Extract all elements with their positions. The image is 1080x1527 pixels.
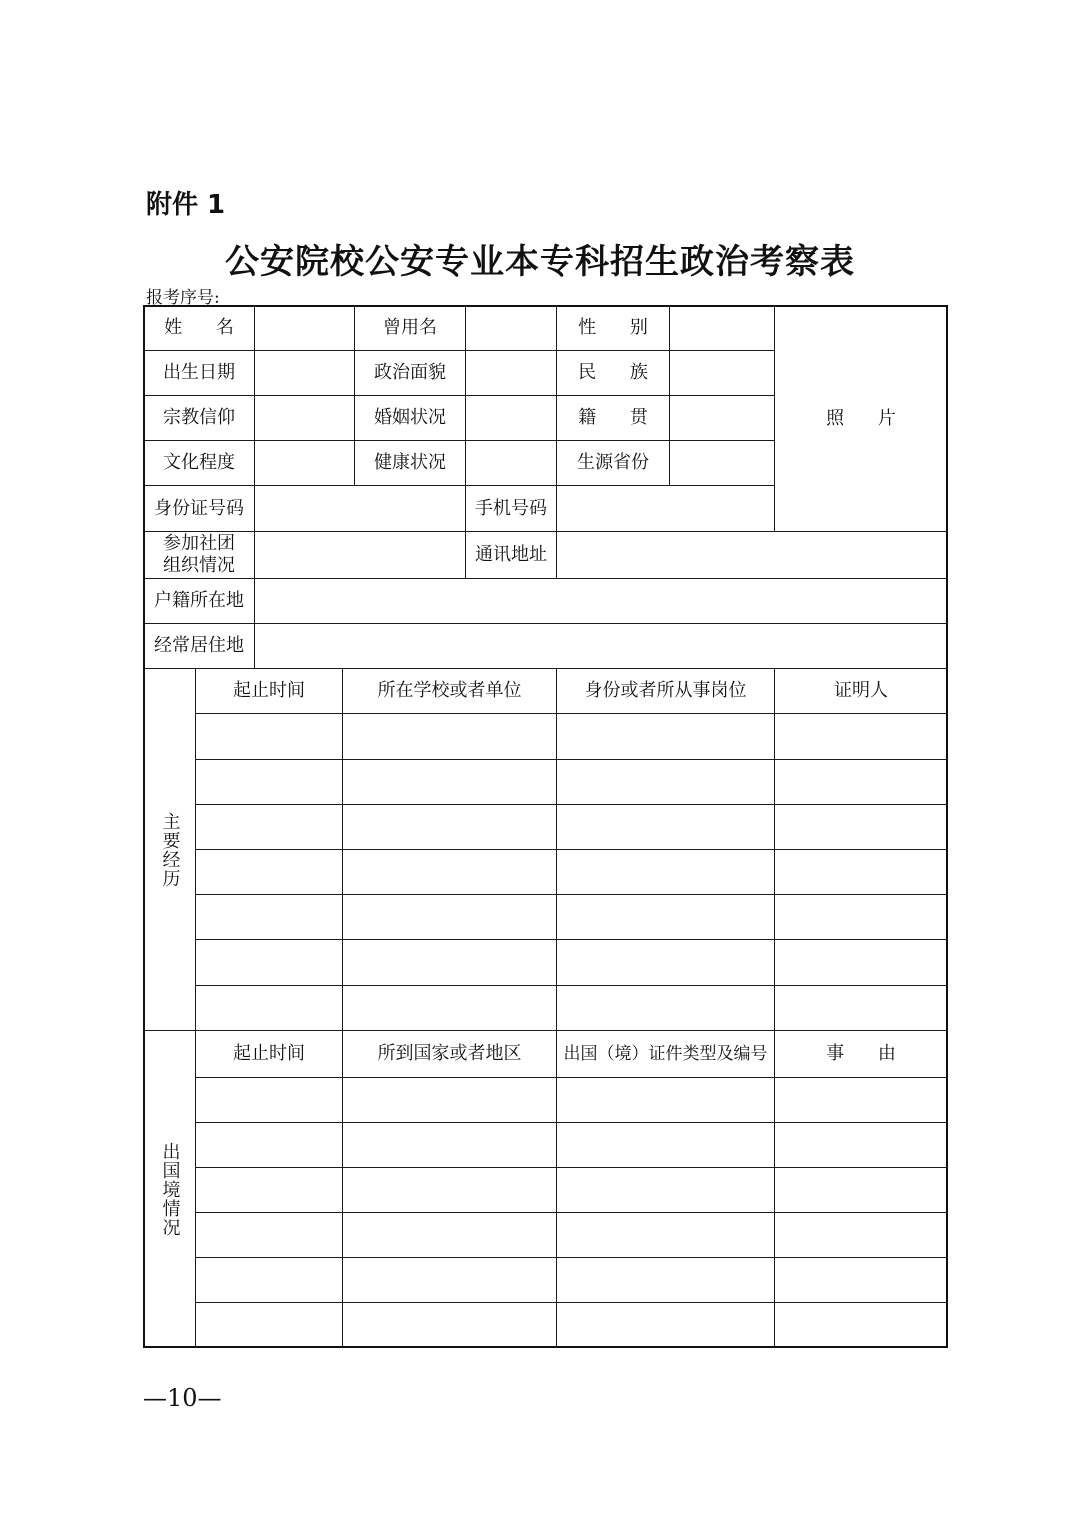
experience-extra-cell[interactable] bbox=[774, 894, 948, 940]
experience-period-cell[interactable] bbox=[195, 939, 343, 986]
experience-position-cell[interactable] bbox=[556, 713, 775, 760]
overseas-period-cell[interactable] bbox=[195, 1167, 343, 1213]
native-place-field[interactable] bbox=[669, 395, 775, 441]
experience-position-cell[interactable] bbox=[556, 804, 775, 850]
id-number-label: 身份证号码 bbox=[143, 485, 255, 532]
experience-extra-cell[interactable] bbox=[774, 985, 948, 1031]
experience-section-label bbox=[143, 668, 196, 1031]
overseas-header-country: 所到国家或者地区 bbox=[342, 1030, 557, 1078]
mailing-address-label: 通讯地址 bbox=[465, 531, 557, 579]
health-label: 健康状况 bbox=[354, 440, 466, 486]
serial-number-label: 报考序号: bbox=[146, 288, 220, 308]
overseas-unit-cell[interactable] bbox=[342, 1077, 557, 1123]
overseas-header-period: 起止时间 bbox=[195, 1030, 343, 1078]
experience-unit-cell[interactable] bbox=[342, 759, 557, 805]
organizations-label: 参加社团 组织情况 bbox=[143, 531, 255, 579]
experience-unit-cell[interactable] bbox=[342, 894, 557, 940]
overseas-position-cell[interactable] bbox=[556, 1212, 775, 1258]
household-registration-label: 户籍所在地 bbox=[143, 578, 255, 624]
experience-extra-cell[interactable] bbox=[774, 804, 948, 850]
former-name-field[interactable] bbox=[465, 305, 557, 351]
page-number: —10— bbox=[143, 1384, 222, 1412]
overseas-header-document: 出国（境）证件类型及编号 bbox=[556, 1030, 775, 1078]
education-label: 文化程度 bbox=[143, 440, 255, 486]
overseas-section-text: 出国境情况 bbox=[159, 1141, 181, 1237]
overseas-period-cell[interactable] bbox=[195, 1212, 343, 1258]
experience-extra-cell[interactable] bbox=[774, 939, 948, 986]
organizations-field[interactable] bbox=[254, 531, 466, 579]
overseas-unit-cell[interactable] bbox=[342, 1302, 557, 1348]
phone-label: 手机号码 bbox=[465, 485, 557, 532]
overseas-extra-cell[interactable] bbox=[774, 1167, 948, 1213]
name-label: 姓 名 bbox=[143, 305, 255, 351]
native-place-label: 籍 贯 bbox=[556, 395, 670, 441]
overseas-position-cell[interactable] bbox=[556, 1077, 775, 1123]
experience-position-cell[interactable] bbox=[556, 894, 775, 940]
experience-extra-cell[interactable] bbox=[774, 713, 948, 760]
overseas-unit-cell[interactable] bbox=[342, 1122, 557, 1168]
former-name-label: 曾用名 bbox=[354, 305, 466, 351]
overseas-position-cell[interactable] bbox=[556, 1122, 775, 1168]
gender-label: 性 别 bbox=[556, 305, 670, 351]
marital-status-field[interactable] bbox=[465, 395, 557, 441]
experience-header-position: 身份或者所从事岗位 bbox=[556, 668, 775, 714]
experience-position-cell[interactable] bbox=[556, 759, 775, 805]
experience-unit-cell[interactable] bbox=[342, 804, 557, 850]
overseas-section-label bbox=[143, 1030, 196, 1348]
name-field[interactable] bbox=[254, 305, 355, 351]
overseas-period-cell[interactable] bbox=[195, 1257, 343, 1303]
overseas-period-cell[interactable] bbox=[195, 1302, 343, 1348]
experience-extra-cell[interactable] bbox=[774, 759, 948, 805]
overseas-unit-cell[interactable] bbox=[342, 1257, 557, 1303]
experience-section-text: 主要经历 bbox=[159, 811, 181, 888]
overseas-unit-cell[interactable] bbox=[342, 1167, 557, 1213]
marital-status-label: 婚姻状况 bbox=[354, 395, 466, 441]
experience-unit-cell[interactable] bbox=[342, 985, 557, 1031]
experience-position-cell[interactable] bbox=[556, 985, 775, 1031]
id-number-field[interactable] bbox=[254, 485, 466, 532]
political-status-field[interactable] bbox=[465, 350, 557, 396]
experience-period-cell[interactable] bbox=[195, 804, 343, 850]
experience-position-cell[interactable] bbox=[556, 849, 775, 895]
experience-extra-cell[interactable] bbox=[774, 849, 948, 895]
overseas-unit-cell[interactable] bbox=[342, 1212, 557, 1258]
overseas-position-cell[interactable] bbox=[556, 1167, 775, 1213]
religion-label: 宗教信仰 bbox=[143, 395, 255, 441]
household-registration-field[interactable] bbox=[254, 578, 948, 624]
overseas-period-cell[interactable] bbox=[195, 1122, 343, 1168]
experience-unit-cell[interactable] bbox=[342, 713, 557, 760]
experience-unit-cell[interactable] bbox=[342, 849, 557, 895]
experience-period-cell[interactable] bbox=[195, 985, 343, 1031]
birth-date-label: 出生日期 bbox=[143, 350, 255, 396]
overseas-extra-cell[interactable] bbox=[774, 1212, 948, 1258]
form-title: 公安院校公安专业本专科招生政治考察表 bbox=[225, 242, 855, 282]
overseas-position-cell[interactable] bbox=[556, 1257, 775, 1303]
overseas-extra-cell[interactable] bbox=[774, 1257, 948, 1303]
experience-header-school: 所在学校或者单位 bbox=[342, 668, 557, 714]
experience-period-cell[interactable] bbox=[195, 894, 343, 940]
education-field[interactable] bbox=[254, 440, 355, 486]
birth-date-field[interactable] bbox=[254, 350, 355, 396]
experience-period-cell[interactable] bbox=[195, 713, 343, 760]
overseas-extra-cell[interactable] bbox=[774, 1077, 948, 1123]
experience-header-witness: 证明人 bbox=[774, 668, 948, 714]
overseas-position-cell[interactable] bbox=[556, 1302, 775, 1348]
photo-box: 照 片 bbox=[774, 305, 948, 532]
phone-field[interactable] bbox=[556, 485, 775, 532]
experience-header-period: 起止时间 bbox=[195, 668, 343, 714]
experience-unit-cell[interactable] bbox=[342, 939, 557, 986]
experience-position-cell[interactable] bbox=[556, 939, 775, 986]
residence-field[interactable] bbox=[254, 623, 948, 669]
gender-field[interactable] bbox=[669, 305, 775, 351]
religion-field[interactable] bbox=[254, 395, 355, 441]
attachment-label: 附件 1 bbox=[146, 190, 226, 220]
health-field[interactable] bbox=[465, 440, 557, 486]
residence-label: 经常居住地 bbox=[143, 623, 255, 669]
ethnicity-label: 民 族 bbox=[556, 350, 670, 396]
source-province-field[interactable] bbox=[669, 440, 775, 486]
experience-period-cell[interactable] bbox=[195, 759, 343, 805]
political-status-label: 政治面貌 bbox=[354, 350, 466, 396]
experience-period-cell[interactable] bbox=[195, 849, 343, 895]
overseas-extra-cell[interactable] bbox=[774, 1122, 948, 1168]
ethnicity-field[interactable] bbox=[669, 350, 775, 396]
source-province-label: 生源省份 bbox=[556, 440, 670, 486]
overseas-header-reason: 事 由 bbox=[774, 1030, 948, 1078]
overseas-period-cell[interactable] bbox=[195, 1077, 343, 1123]
mailing-address-field[interactable] bbox=[556, 531, 948, 579]
overseas-extra-cell[interactable] bbox=[774, 1302, 948, 1348]
